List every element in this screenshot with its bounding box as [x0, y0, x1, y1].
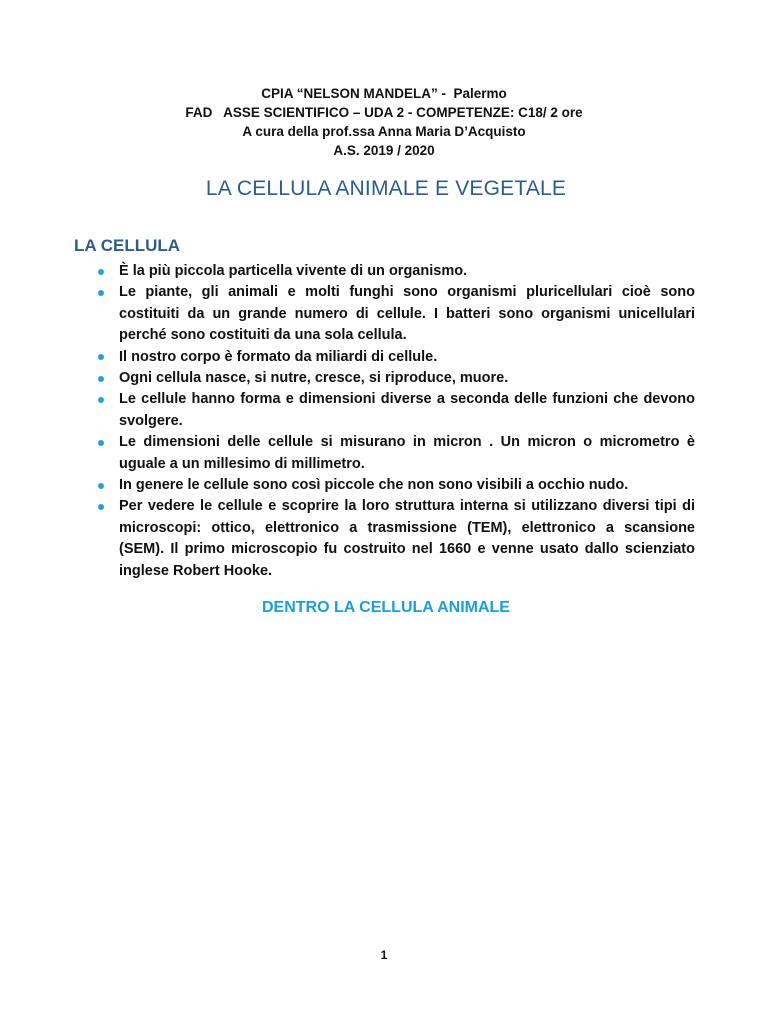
bullet-text: In genere le cellule sono così piccole che non sono visibili a occhio nudo.: [119, 477, 629, 494]
header-course: FAD ASSE SCIENTIFICO – UDA 2 - COMPETENZE: C18/ 2 ore: [185, 105, 583, 120]
page-number: 1: [380, 948, 388, 962]
document-header: [0, 84, 768, 160]
bullet-text: Per vedere le cellule e scoprire la loro struttura interna si utilizzano diversi tipi di microscopi: ottico, elettronico a trasmissione (TEM), elettronico a scansione (SEM). Il primo microscopio fu costruito nel 1660 e venne usato dallo scienziato inglese Robert Hooke.: [119, 498, 695, 579]
bullet-icon: [98, 483, 104, 489]
document-title: LA CELLULA ANIMALE E VEGETALE: [205, 177, 567, 200]
bullet-item: [98, 282, 695, 346]
bullet-text: È la più piccola particella vivente di un organismo.: [119, 263, 468, 279]
bullet-icon: [98, 397, 104, 403]
bullet-item: [98, 432, 695, 475]
bullet-item: [98, 475, 695, 496]
bullet-icon: [98, 269, 104, 275]
bullet-icon: [98, 376, 104, 382]
bullet-icon: [98, 354, 104, 360]
bullet-icon: [98, 504, 104, 510]
bullet-text: Le cellule hanno forma e dimensioni diverse a seconda delle funzioni che devono svolgere.: [119, 391, 695, 429]
bullet-icon: [98, 290, 104, 296]
bullet-item: [98, 368, 695, 389]
bullet-item: [98, 496, 695, 582]
bullet-text: Le piante, gli animali e molti funghi sono organismi pluricellulari cioè sono costituiti da un grande numero di cellule. I batteri sono organismi unicellulari perché sono costituiti da una sola cellula.: [119, 284, 695, 344]
header-school: CPIA “NELSON MANDELA” - Palermo: [261, 86, 507, 101]
header-author: A cura della prof.ssa Anna Maria D’Acquisto: [242, 124, 526, 139]
bullet-text: Il nostro corpo è formato da miliardi di cellule.: [119, 348, 438, 365]
section-title: LA CELLULA: [74, 236, 181, 255]
bullet-icon: [98, 440, 104, 446]
bullet-list: [98, 261, 695, 582]
bullet-item: [98, 389, 695, 432]
bullet-text: Ogni cellula nasce, si nutre, cresce, si riproduce, muore.: [119, 370, 509, 387]
subsection-title: DENTRO LA CELLULA ANIMALE: [262, 599, 510, 616]
header-school-year: A.S. 2019 / 2020: [333, 143, 435, 158]
bullet-text: Le dimensioni delle cellule si misurano in micron . Un micron o micrometro è uguale a un millesimo di millimetro.: [119, 434, 695, 472]
bullet-item: [98, 261, 695, 282]
bullet-item: [98, 347, 695, 368]
